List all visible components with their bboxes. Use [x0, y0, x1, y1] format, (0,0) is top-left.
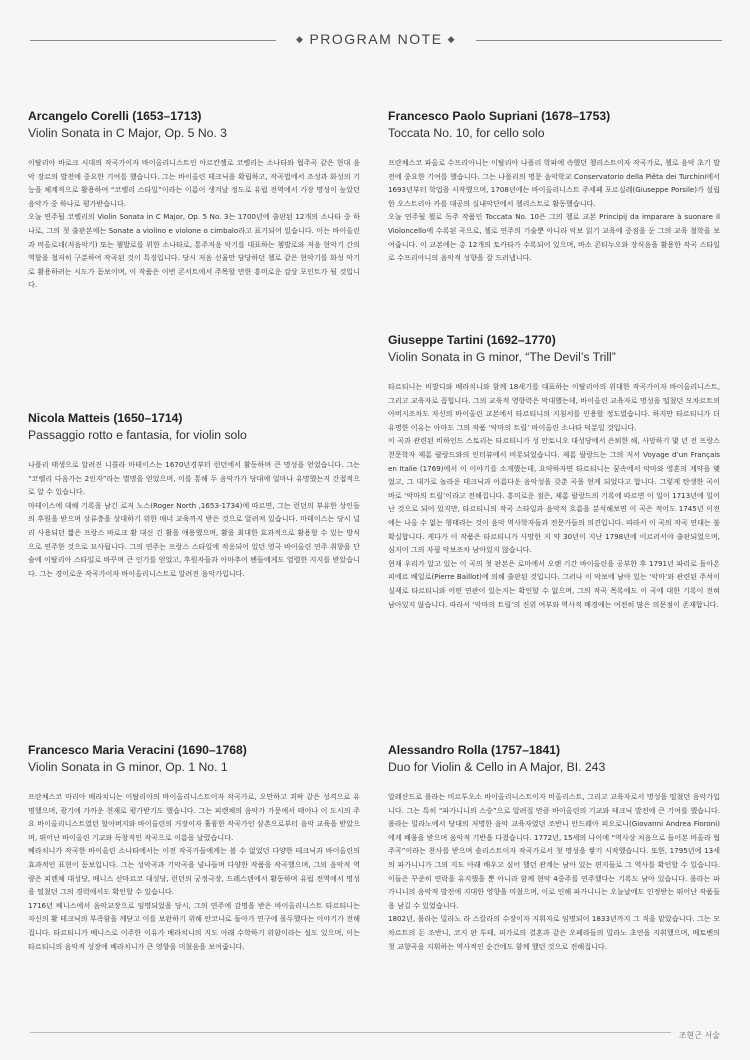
header-rule-right: [476, 40, 722, 41]
composer-name: Francesco Maria Veracini (1690–1768): [28, 743, 247, 757]
work-title: Violin Sonata in G minor, “The Devil’s Trill”: [388, 350, 616, 364]
program-entry-corelli: [28, 108, 360, 292]
program-entry-supriani: [388, 108, 720, 265]
entry-paragraph: 오늘 연주될 첼로 독주 작품인 Toccata No. 10은 그의 첼로 교본 Principij da imparare à suonare il Violoncello에 수록된 곡으로, 첼로 연주의 기술뿐 아니라 악보 읽기 교육에 중점을 둔 그의 교육 철학을 보여줍니다. 이 교본에는 총 12개의 토카타가 수록되어 있으며, 바소 콘티누오와 장식음을 활용한 작곡 스타일로 수프리아니의 음악적 성향을 잘 드러냅니다.: [388, 212, 720, 263]
entry-paragraph: 이 곡과 관련된 비하인드 스토리는 타르티니가 성 안토니오 대성당에서 은퇴한 해, 사망하기 몇 년 전 프랑스 천문학자 제롬 랄랑드와의 인터뷰에서 비롯되었습니다. 제롬 랄랑드는 그의 저서 Voyage d’un Français en Italie (1769)에서 이 이야기를 소개했는데, 요약하자면 타르티니는 꿈속에서 악마와 영혼의 계약을 맺었고, 그 대가로 놀라운 테크닉과 아름다운 음악성을 갖춘 곡을 얻게 되었다고 합니다. 그렇게 탄생한 곡이 바로 ‘악마의 트릴’이라고 전해집니다. 흥미로운 점은, 제롬 랄랑드의 기록에 따르면 이 일이 1713년에 일어난 것으로 되어 있지만, 타르티니의 작곡 스타일과 음악적 흐름을 분석해보면 이 곡은 적어도 1745년 이전에는 나올 수 없는 형태라는 것이 음악 역사학자들과 전문가들의 의견입니다. 따라서 이 곡의 작곡 연대는 불확실합니다. 게다가 이 작품은 타르티니가 사망한 지 약 30년이 지난 1798년에 이르러서야 출판되었으며, 심지어 그의 자필 악보조차 남아있지 않습니다.: [388, 436, 720, 555]
composer-name: Arcangelo Corelli (1653–1713): [28, 109, 202, 123]
entry-paragraph: 프란체스코 마리아 베라치니는 이탈리아의 바이올리니스트이자 작곡가로, 오만하고 괴팍 같은 성격으로 유명했으며, 광기에 가까운 천재로 평가받기도 했습니다. 그는 피렌체의 음악가 가문에서 태어나 이 도시의 주요 바이올리니스트였던 할아버지와 바이올린의 거장이자 훌륭한 작곡가인 삼촌으로부터 음악 교육을 받았으며, 뛰어난 바이올린 기교와 독창적인 작곡으로 이름을 날렸습니다.: [28, 792, 360, 842]
entry-paragraph: 프란체스코 파올로 수프리아니는 이탈리아 나폴리 학파에 속했던 첼리스트이자 작곡가로, 첼로 음악 초기 발전에 중요한 기여를 했습니다. 그는 나폴리의 명문 음악학교 Conservatorio della Piëta dei Turchini에서 1693년부터 학업을 시작했으며, 1708년에는 바이올리니스트 주세페 포르실레(Giuseppe Porsile)가 설립한 오스트리아 카를 대공의 실내악단에서 첼리스트로 활동했습니다.: [388, 158, 720, 208]
program-entry-rolla: [388, 742, 720, 953]
entry-paragraph: 베라치니가 작곡한 바이올린 소나타에서는 이전 작곡가들에게는 볼 수 없었던 다양한 테크닉과 바이올린의 효과적인 표현이 돋보입니다. 그는 성악곡과 기악곡을 넘나들며 다양한 작품을 작곡했으며, 그의 음악적 역량은 피렌체 대성당, 베니스 산마르코 대성당, 런던의 궁정극장, 드레스덴에서 활동하며 유럽 전역에서 명성을 떨쳤던 그의 경력에서도 확인할 수 있습니다.: [28, 846, 360, 897]
entry-paragraph: 나폴리 태생으로 알려진 니콜라 마테이스는 1670년경부터 런던에서 활동하며 큰 명성을 얻었습니다. 그는 “코렐리 다음가는 2인자”라는 별명을 얻었으며, 이를 통해 두 음악가가 당대에 얼마나 유명했는지 간접적으로 알 수 있습니다.: [28, 460, 360, 497]
program-entry-matteis: [28, 410, 360, 580]
entry-paragraph: 1802년, 롤라는 밀라노 라 스칼라의 수장이자 지휘자로 임명되어 1833년까지 그 직을 맡았습니다. 그는 모차르트의 돈 조반니, 코지 판 투테, 피가로의 결혼과 같은 오페라들의 밀라노 초연을 지휘했으며, 베토벤의 첫 교향곡을 지휘하는 역사적인 순간에도 함께 했던 것으로 전해집니다.: [388, 914, 720, 951]
entry-paragraph: 이탈리아 바로크 시대의 작곡가이자 바이올리니스트인 아르칸젤로 코렐리는 소나타와 협주곡 같은 현대 음악 장르의 발전에 중요한 기여를 했습니다. 그는 바이올린 테크닉을 확립하고, 작곡법에서 조성과 화성의 기능을 체계적으로 활용하여 “코렐리 스타일”이라는 이름이 생겨날 정도로 유럽 전역에서 가장 명성이 높았던 음악가 중 하나로 평가받습니다.: [28, 158, 360, 208]
work-title: Passaggio rotto e fantasia, for violin solo: [28, 428, 247, 442]
footer-author: 조현근 서술: [671, 1031, 720, 1041]
work-title: Violin Sonata in G minor, Op. 1 No. 1: [28, 760, 228, 774]
diamond-icon: ◆: [296, 34, 305, 44]
entry-paragraph: 오늘 연주될 코렐리의 Violin Sonata in C Major, Op. 5 No. 3는 1700년에 출판된 12개의 소나타 중 하나로, 그의 첫 출판본에는 Sonate a violino e violone o cimbalo라고 표기되어 있습니다. 이는 바이올린과 비올로네(저음악기) 또는 쳄발로를 위한 소나타로, 통주저음 악기를 대표하는 쳄발로와 저음 현악기 간의 역할을 철저히 구분하여 작곡된 것이 특징입니다. 당시 저음 선율만 담당하던 첼로 같은 현악기를 화성 악기로 활용하려는 시도가 돋보이며, 이 작품은 이번 콘서트에서 주목할 만한 흥미로운 감상 포인트가 될 것입니다.: [28, 212, 360, 290]
entry-paragraph: 1716년 베니스에서 음악교장으로 임명되었을 당시, 그의 연주에 감명을 받은 바이올리니스트 타르티니는 자신의 활 테크닉의 부족함을 깨닫고 이를 보완하기 위해 안코나로 돌아가 연구에 몰두했다는 이야기가 전해집니다. 타르티니가 베니스로 이주한 이유가 베라치니의 지도 아래 수학하기 위함이라는 설도 있으며, 이는 타르티니의 음악적 성장에 베라치니가 큰 영향을 미쳤음을 보여줍니다.: [28, 900, 360, 951]
entry-paragraph: 현재 우리가 알고 있는 이 곡의 첫 판본은 로마에서 오랜 기간 바이올린을 공부한 후 1791년 파리로 돌아온 피에르 베일로(Pierre Baillot)에 의해 출판된 것입니다. 그러나 이 악보에 남아 있는 ‘악마’와 관련된 주석이 실제로 타르티니와 어떤 연관이 있는지는 확인할 수 없으며, 그의 작곡 목록에도 이 곡에 대한 기록이 전혀 남아있지 않습니다. 따라서 ‘악마의 트릴’의 진위 여부와 역사적 배경에는 여전히 많은 의문점이 존재합니다.: [388, 558, 720, 609]
composer-name: Giuseppe Tartini (1692–1770): [388, 333, 556, 347]
entry-paragraph: 마테이스에 대해 기록을 남긴 로저 노스(Roger North ,1653-1734)에 따르면, 그는 런던의 부유한 상인들의 후원을 받으며 상류층을 상대하기 위한 매너 교육까지 받은 것으로 알려져 있습니다. 마테이스는 당시 널리 사용되던 짧은 프랑스 바로크 활 대신 긴 활을 애용했으며, 활을 최대한 효과적으로 활용할 수 있는 방식으로 연주한 것으로 묘사됩니다. 그의 연주는 프랑스 스타일에 적응되어 있던 영국 바이올린 연주 취향을 단숨에 이탈리아 스타일로 바꾸며 큰 인기를 얻었고, 후원자들과 아마추어 팬들에게도 열렬한 지지를 받았습니다. 그는 경이로운 작곡가이자 바이올리니스트로 알려진 음악가입니다.: [28, 500, 360, 578]
composer-name: Francesco Paolo Supriani (1678–1753): [388, 109, 611, 123]
entry-paragraph: 타르티니는 비발디와 베라치니와 함께 18세기를 대표하는 이탈리아의 위대한 작곡가이자 바이올리니스트, 그리고 교육자로 꼽힙니다. 그의 교육적 영향력은 막대했는데, 바이올린 교육자로 명성을 떨쳤던 모차르트의 아버지조차도 자신의 바이올린 교본에서 타르티니의 지침서를 인용할 정도였습니다. 하지만 타르티니가 더 유명한 이유는 아마도 그의 작품 ‘악마의 트릴’ 바이올린 소나타 덕분일 것입니다.: [388, 382, 720, 432]
work-title: Violin Sonata in C Major, Op. 5 No. 3: [28, 126, 227, 140]
program-entry-tartini: [388, 332, 720, 611]
header-rule-left: [30, 40, 276, 41]
work-title: Toccata No. 10, for cello solo: [388, 126, 545, 140]
entry-paragraph: 알레산드로 롤라는 비르투오소 바이올리니스트이자 비올리스트, 그리고 교육자로서 명성을 떨쳤던 음악가입니다. 그는 특히 “파가니니의 스승”으로 알려질 만큼 바이올린의 기교와 테크닉 발전에 큰 기여를 했습니다. 롤라는 밀라노에서 당대의 저명한 음악 교육자였던 조반니 안드레아 피오로니(Giovanni Andrea Fioroni)에게 배움을 받으며 음악적 기반을 다졌습니다. 1772년, 15세의 나이에 “역사상 처음으로 들어본 비올라 협주곡”이라는 찬사를 받으며 솔리스트이자 작곡가로서 첫 명성을 쌓기 시작했습니다. 또한, 1795년에 13세의 파가니니가 그의 지도 아래 배우고 싶어 했던 관계는 남아 있는 편지들로 그 역사를 확인할 수 있습니다. 이들은 꾸준히 연락을 유지했을 뿐 아니라 함께 현악 4중주를 연주했다는 기록도 남아 있습니다. 롤라는 파가니니의 음악적 발전에 지대한 영향을 미쳤으며, 이로 인해 파가니니는 오늘날에도 인정받는 뛰어난 작품들을 남길 수 있었습니다.: [388, 792, 720, 910]
composer-name: Nicola Matteis (1650–1714): [28, 411, 183, 425]
work-title: Duo for Violin & Cello in A Major, BI. 243: [388, 760, 606, 774]
program-entry-veracini: [28, 742, 360, 953]
diamond-icon: ◆: [447, 34, 456, 44]
page-title: [276, 31, 476, 47]
page-title-text: PROGRAM NOTE: [309, 31, 443, 47]
composer-name: Alessandro Rolla (1757–1841): [388, 743, 561, 757]
page-header: [0, 28, 750, 52]
footer-rule: [30, 1032, 720, 1033]
